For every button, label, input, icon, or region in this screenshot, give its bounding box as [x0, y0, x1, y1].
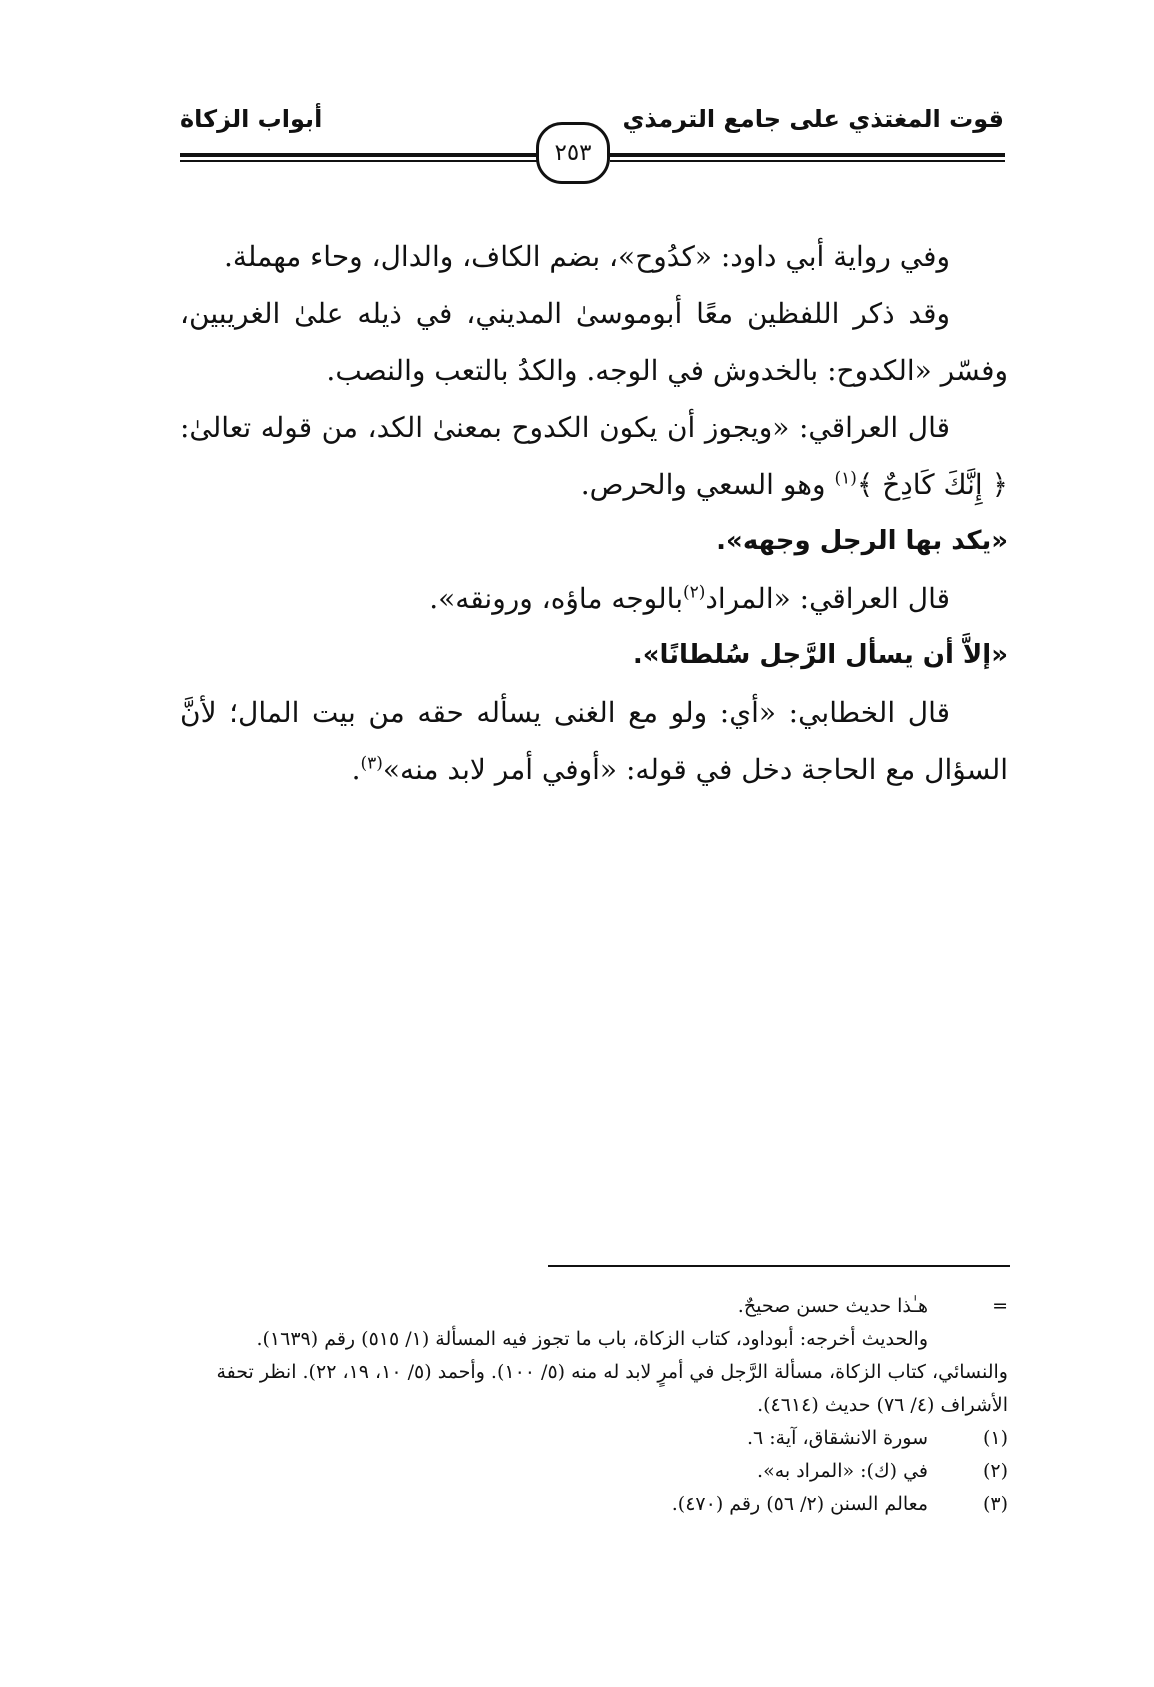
paragraph: وفي رواية أبي داود: «كدُوح»، بضم الكاف، والدال، وحاء مهملة. [223, 240, 950, 273]
page-number: ٢٥٣ [536, 122, 610, 184]
footnote-takhrij: والحديث أخرجه: أبوداود، كتاب الزكاة، باب ما تجوز فيه المسألة (١/ ٥١٥) رقم (١٦٣٩). والنسائي، كتاب الزكاة، مسألة الرَّجل في أمرٍ لابد له منه (٥/ ١٠٠). وأحمد (٥/ ١٠، ١٩، ٢٢). انظر تحفة الأشراف (٤/ ٧٦) حديث (٤٦١٤). [216, 1328, 1008, 1416]
main-text [180, 228, 1008, 798]
footnote-ref: (٣) [360, 753, 383, 774]
footnote-item: (١) سورة الانشقاق، آية: ٦. [746, 1427, 1008, 1449]
paragraph: وقد ذكر اللفظين معًا أبوموسىٰ المديني، في ذيله علىٰ الغريبين، وفسّر «الكدوح: بالخدوش في الوجه. والكدُ بالتعب والنصب. [180, 297, 1008, 387]
footnote-item: (٢) في (ك): «المراد به». [757, 1460, 1008, 1482]
header-rule-left [180, 153, 538, 162]
continuation-marker: = [992, 1295, 1008, 1317]
footnote-ref: (٢) [682, 582, 706, 603]
footnote-ref: (١) [834, 468, 857, 489]
footnote-separator [548, 1265, 1010, 1267]
footnote-grading: = هـٰذا حديث حسن صحيحٌ. [180, 1290, 1008, 1323]
footnote-item: (٣) معالم السنن (٢/ ٥٦) رقم (٤٧٠). [671, 1493, 1008, 1515]
paragraph: قال العراقي: «المراد$^{(٢)}$بالوجه ماؤه، ورونقه». [429, 582, 950, 615]
footnotes [180, 1290, 1008, 1521]
book-title: قوت المغتذي على جامع الترمذي [622, 105, 1004, 133]
hadith-quote: «إلاَّ أن يسأل الرَّجل سُلطانًا». [632, 640, 1008, 670]
header-rule-right [610, 153, 1005, 162]
chapter-title: أبواب الزكاة [180, 105, 323, 133]
paragraph: قال الخطابي: «أي: ولو مع الغنى يسأله حقه من بيت المال؛ لأنَّ السؤال مع الحاجة دخل في قوله: «أوفي أمر لابد منه»$^{(٣)}$. [180, 696, 1008, 786]
hadith-quote: «يكد بها الرجل وجهه». [716, 526, 1008, 556]
paragraph: قال العراقي: «ويجوز أن يكون الكدوح بمعنىٰ الكد، من قوله تعالىٰ: ﴿ إِنَّكَ كَادِحٌ ﴾$^{(١)}$ وهو السعي والحرص. [180, 411, 1008, 501]
